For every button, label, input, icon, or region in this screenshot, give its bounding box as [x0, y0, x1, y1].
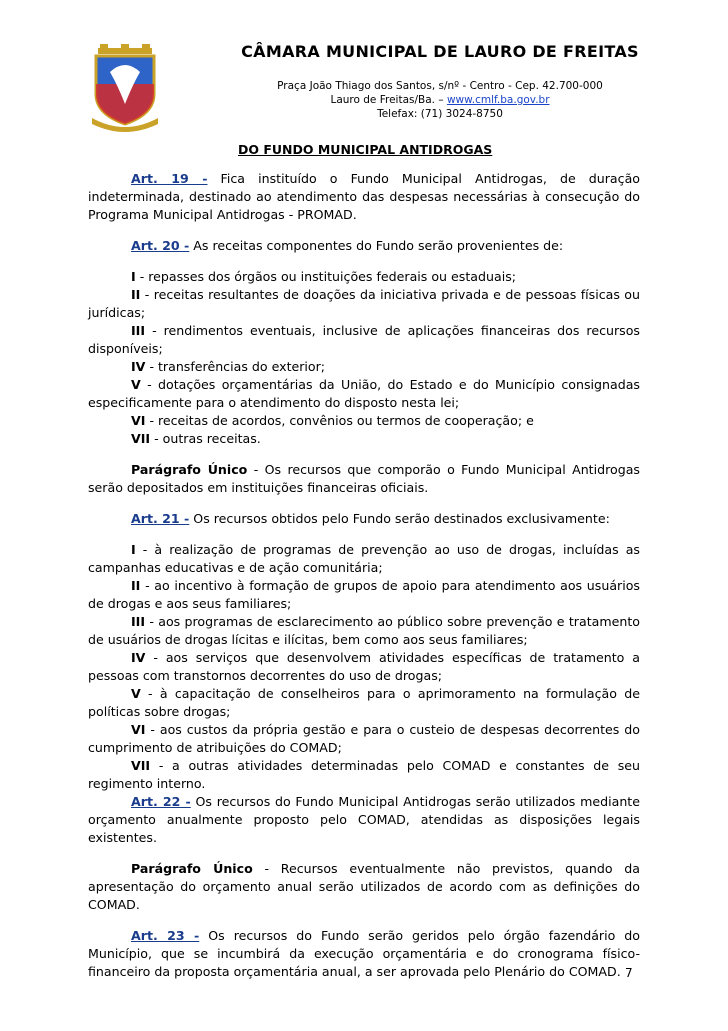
- article-label: Art. 20 -: [131, 238, 190, 253]
- address-line: Praça João Thiago dos Santos, s/nº - Centro - Cep. 42.700-000: [277, 80, 603, 92]
- item-text: - à realização de programas de prevenção ao uso de drogas, incluídas as campanhas educativas e de ação comunitária;: [88, 542, 640, 575]
- item-text: - a outras atividades determinadas pelo COMAD e constantes de seu regimento interno.: [88, 758, 640, 791]
- item-number: VII: [131, 431, 151, 446]
- paragraph-label: Parágrafo Único: [131, 462, 248, 477]
- list-item: [88, 685, 640, 721]
- article-19: [88, 170, 640, 224]
- item-text: - outras receitas.: [150, 431, 261, 446]
- list-item: [88, 286, 640, 322]
- website-link[interactable]: www.cmlf.ba.gov.br: [446, 94, 550, 106]
- item-text: - aos serviços que desenvolvem atividades específicas de tratamento a pessoas com transtornos decorrentes do uso de drogas;: [88, 650, 640, 683]
- article-label: Art. 23 -: [131, 928, 200, 943]
- paragraph-label: Parágrafo Único: [131, 861, 253, 876]
- list-item: [88, 268, 640, 286]
- item-text: - aos custos da própria gestão e para o custeio de despesas decorrentes do cumprimento de atribuições do COMAD;: [88, 722, 640, 755]
- article-text: Os recursos do Fundo Municipal Antidrogas serão utilizados mediante orçamento anualmente proposto pelo COMAD, atendidas as disposições legais existentes.: [88, 794, 640, 845]
- article-label: Art. 19 -: [131, 171, 208, 186]
- item-text: - transferências do exterior;: [145, 359, 326, 374]
- item-number: VI: [131, 413, 146, 428]
- item-number: II: [131, 287, 141, 302]
- article-20: [88, 237, 640, 255]
- list-item: [88, 613, 640, 649]
- document-body: [88, 170, 640, 981]
- item-number: I: [131, 269, 136, 284]
- list-item: [88, 541, 640, 577]
- item-number: III: [131, 614, 146, 629]
- item-number: V: [131, 686, 141, 701]
- item-number: VI: [131, 722, 146, 737]
- item-text: - receitas de acordos, convênios ou termos de cooperação; e: [145, 413, 534, 428]
- item-number: I: [131, 542, 136, 557]
- item-text: - receitas resultantes de doações da iniciativa privada e de pessoas físicas ou jurídicas;: [88, 287, 640, 320]
- article-text: As receitas componentes do Fundo serão provenientes de:: [189, 238, 564, 253]
- list-item: [88, 757, 640, 793]
- article-23: [88, 927, 640, 981]
- list-item: [88, 430, 640, 448]
- list-item: [88, 721, 640, 757]
- section-title: DO FUNDO MUNICIPAL ANTIDROGAS: [238, 142, 493, 157]
- article-22: [88, 793, 640, 847]
- article-label: Art. 21 -: [131, 511, 190, 526]
- item-text: - rendimentos eventuais, inclusive de aplicações financeiras dos recursos disponíveis;: [88, 323, 640, 356]
- paragraph-text: - Os recursos que comporão o Fundo Municipal Antidrogas serão depositados em instituições financeiras oficiais.: [88, 462, 640, 495]
- article-text: Fica instituído o Fundo Municipal Antidrogas, de duração indeterminada, destinado ao atendimento das despesas necessárias à consecução do Programa Municipal Antidrogas - PROMAD.: [88, 171, 640, 222]
- page-number: 7: [625, 966, 633, 980]
- list-item: [88, 577, 640, 613]
- city-label: Lauro de Freitas/Ba. –: [330, 94, 447, 106]
- item-text: - dotações orçamentárias da União, do Estado e do Município consignadas especificamente para o atendimento do disposto nesta lei;: [88, 377, 640, 410]
- list-item: [88, 376, 640, 412]
- item-text: - à capacitação de conselheiros para o aprimoramento na formulação de políticas sobre drogas;: [88, 686, 640, 719]
- article-text: Os recursos do Fundo serão geridos pelo órgão fazendário do Município, que se incumbirá da execução orçamentária e do cronograma físico-financeiro da proposta orçamentária anual, a ser aprovada pelo Plenário do COMAD.: [88, 928, 640, 979]
- article-label: Art. 22 -: [131, 794, 191, 809]
- item-number: III: [131, 323, 146, 338]
- item-number: IV: [131, 650, 146, 665]
- chamber-title: CÂMARA MUNICIPAL DE LAURO DE FREITAS: [241, 42, 639, 61]
- list-item: [88, 358, 640, 376]
- item-number: II: [131, 578, 141, 593]
- paragraph-unico: [88, 860, 640, 914]
- item-text: - aos programas de esclarecimento ao público sobre prevenção e tratamento de usuários de drogas lícitas e ilícitas, bem como aos seus familiares;: [88, 614, 640, 647]
- item-number: IV: [131, 359, 146, 374]
- item-text: - repasses dos órgãos ou instituições federais ou estaduais;: [135, 269, 517, 284]
- paragraph-unico: [88, 461, 640, 497]
- article-21: [88, 510, 640, 528]
- city-line: [150, 94, 728, 106]
- list-item: [88, 322, 640, 358]
- item-number: VII: [131, 758, 151, 773]
- phone-line: Telefax: (71) 3024-8750: [377, 108, 503, 120]
- list-item: [88, 412, 640, 430]
- list-item: [88, 649, 640, 685]
- article-text: Os recursos obtidos pelo Fundo serão destinados exclusivamente:: [189, 511, 610, 526]
- item-text: - ao incentivo à formação de grupos de apoio para atendimento aos usuários de drogas e aos seus familiares;: [88, 578, 640, 611]
- paragraph-text: - Recursos eventualmente não previstos, quando da apresentação do orçamento anual serão utilizados de acordo com as definições do COMAD.: [88, 861, 640, 912]
- item-number: V: [131, 377, 141, 392]
